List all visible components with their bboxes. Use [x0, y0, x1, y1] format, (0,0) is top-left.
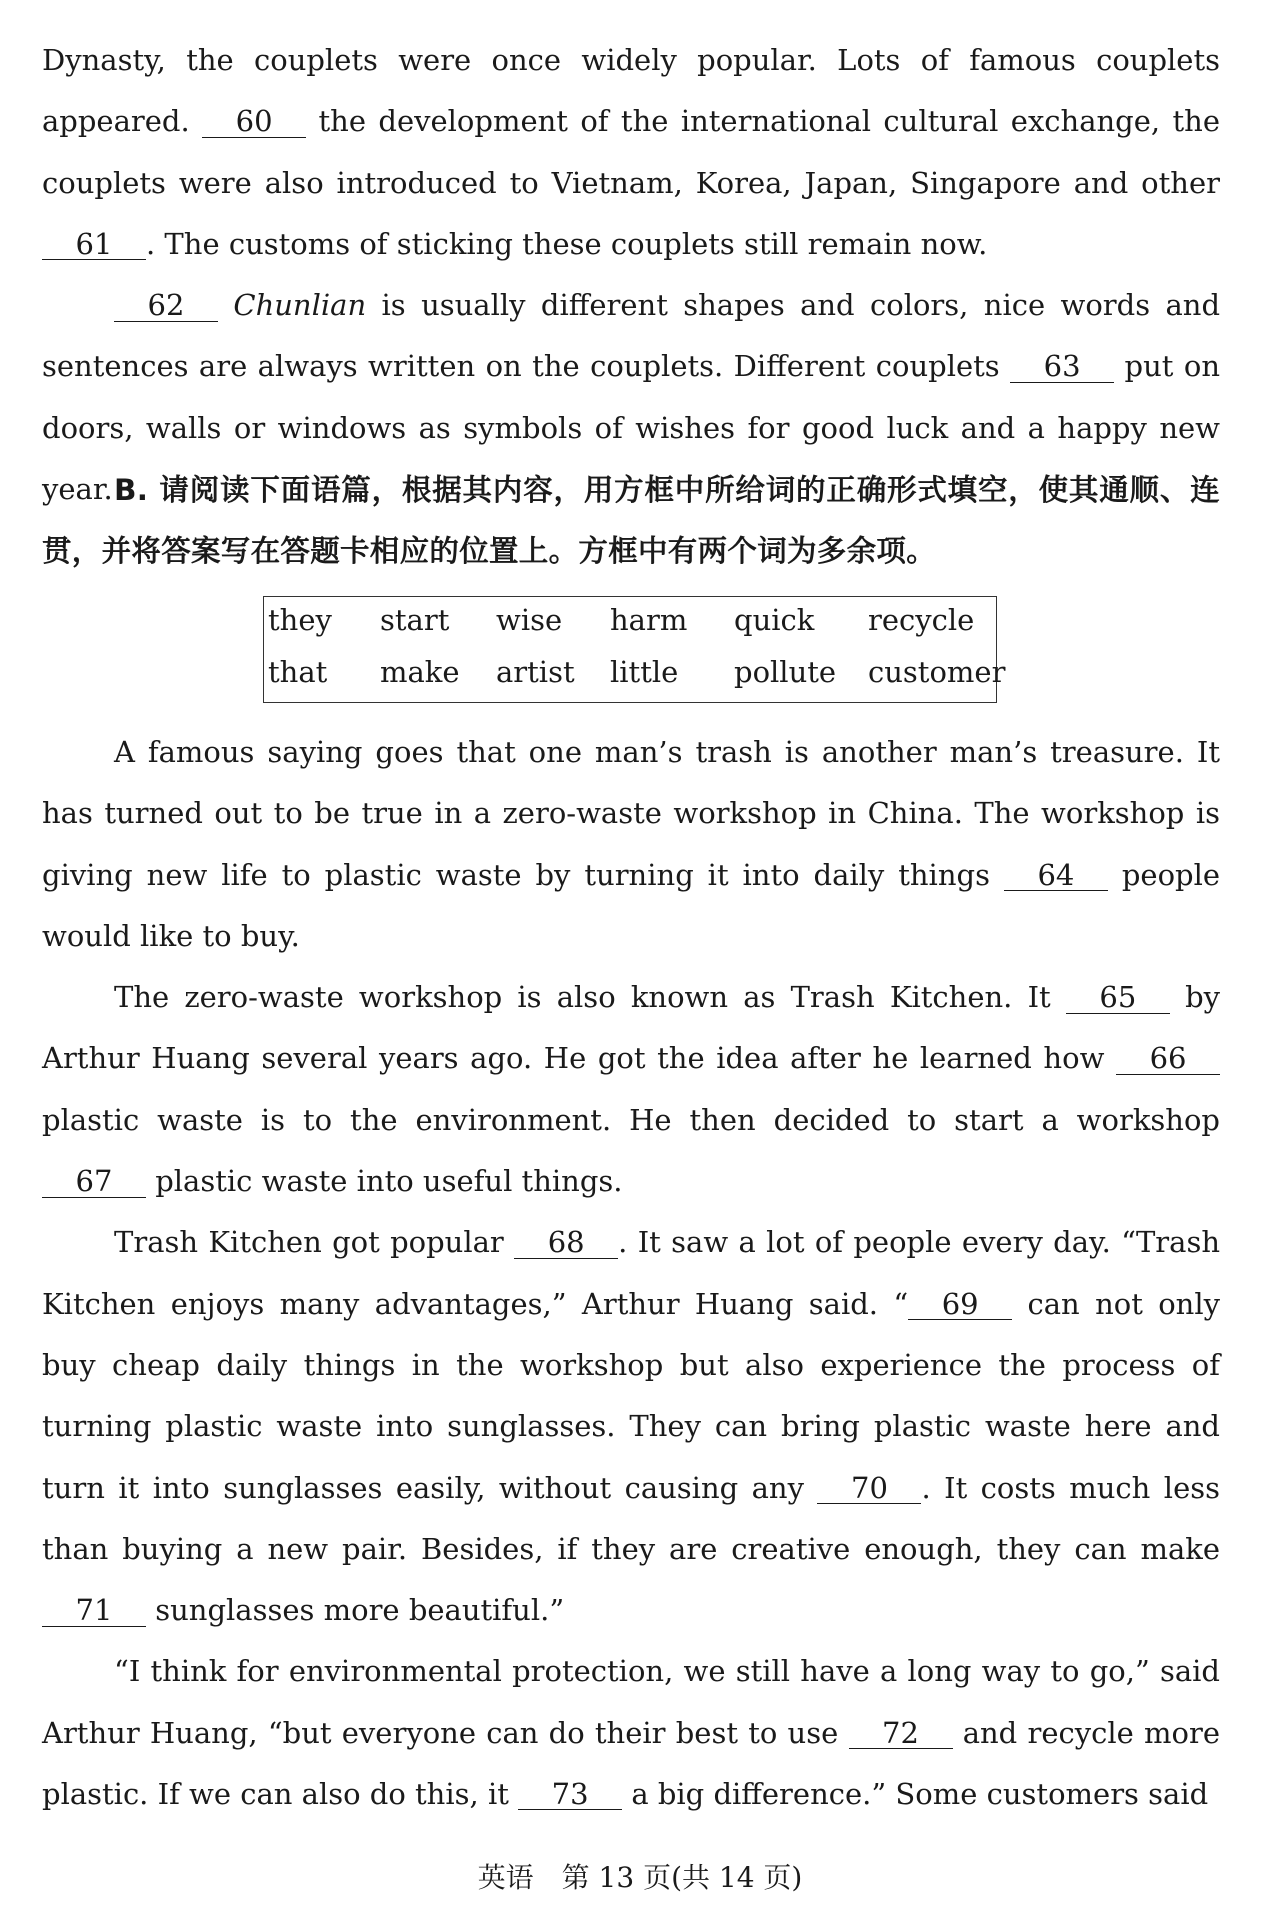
blank-71[interactable]: 71: [42, 1595, 146, 1626]
passage-b: [42, 722, 1220, 1825]
word-option: recycle: [868, 603, 975, 637]
section-b-instruction: B. 请阅读下面语篇，根据其内容，用方框中所给词的正确形式填空，使其通顺、连贯，并将答案写在答题卡相应的位置上。方框中有两个词为多余项。: [42, 473, 1220, 569]
blank-63[interactable]: 63: [1010, 351, 1114, 382]
word-option: start: [380, 603, 450, 637]
word-option: they: [268, 603, 332, 637]
chunlian-term: Chunlian: [233, 288, 367, 323]
blank-68[interactable]: 68: [514, 1227, 618, 1258]
word-option: make: [380, 655, 460, 689]
word-option: that: [268, 655, 328, 689]
word-option: customer: [868, 655, 1006, 689]
word-option: pollute: [734, 655, 837, 689]
blank-70[interactable]: 70: [817, 1473, 921, 1504]
blank-62[interactable]: 62: [114, 290, 218, 321]
paragraph: 62 Chunlian is usually different shapes and colors, nice words and sentences are always written on the couplets. Different couplets 63 put on doors, walls or windows as symbols of wishes for good luck and a happy new year.: [42, 288, 1221, 507]
blank-64[interactable]: 64: [1004, 860, 1108, 891]
word-option: quick: [734, 603, 815, 637]
paragraph: “I think for environmental protection, we still have a long way to go,” said Arthur Huang, “but everyone can do their best to use 72 and recycle more plastic. If we can also do this, it 73 a big difference.” Some customers said: [42, 1654, 1220, 1812]
blank-61[interactable]: 61: [42, 229, 146, 260]
paragraph: Trash Kitchen got popular 68 . It saw a lot of people every day. “Trash Kitchen enjoys many advantages,” Arthur Huang said. “ 69 can not only buy cheap daily things in the workshop but also experience the process of turning plastic waste into sunglasses. They can bring plastic waste here and turn it into sunglasses easily, without causing any 70 . It costs much less than buying a new pair. Besides, if they are creative enough, they can make 71 sunglasses more beautiful.”: [42, 1225, 1221, 1628]
blank-72[interactable]: 72: [849, 1718, 953, 1749]
blank-69[interactable]: 69: [908, 1289, 1012, 1320]
blank-65[interactable]: 65: [1066, 982, 1170, 1013]
word-option: harm: [610, 603, 688, 637]
blank-60[interactable]: 60: [202, 106, 306, 137]
passage-a-end: [42, 30, 1220, 520]
page-footer: 英语 第 13 页(共 14 页): [477, 1861, 803, 1894]
paragraph: A famous saying goes that one man’s trash is another man’s treasure. It has turned out to be true in a zero-waste workshop in China. The workshop is giving new life to plastic waste by turning it into daily things 64 people would like to buy.: [42, 735, 1221, 953]
paragraph: Dynasty, the couplets were once widely popular. Lots of famous couplets appeared. 60 the development of the international cultural exchange, the couplets were also introduced to Vietnam, Korea, Japan, Singapore and other 61 . The customs of sticking these couplets still remain now.: [42, 43, 1221, 261]
word-option: little: [610, 655, 679, 689]
word-option: artist: [496, 655, 575, 689]
blank-67[interactable]: 67: [42, 1166, 146, 1197]
paragraph: The zero-waste workshop is also known as Trash Kitchen. It 65 by Arthur Huang several years ago. He got the idea after he learned how 66 plastic waste is to the environment. He then decided to start a workshop 67 plastic waste into useful things.: [42, 980, 1221, 1199]
word-box: [263, 596, 1006, 703]
blank-73[interactable]: 73: [518, 1779, 622, 1810]
word-option: wise: [496, 603, 563, 637]
blank-66[interactable]: 66: [1116, 1043, 1220, 1074]
